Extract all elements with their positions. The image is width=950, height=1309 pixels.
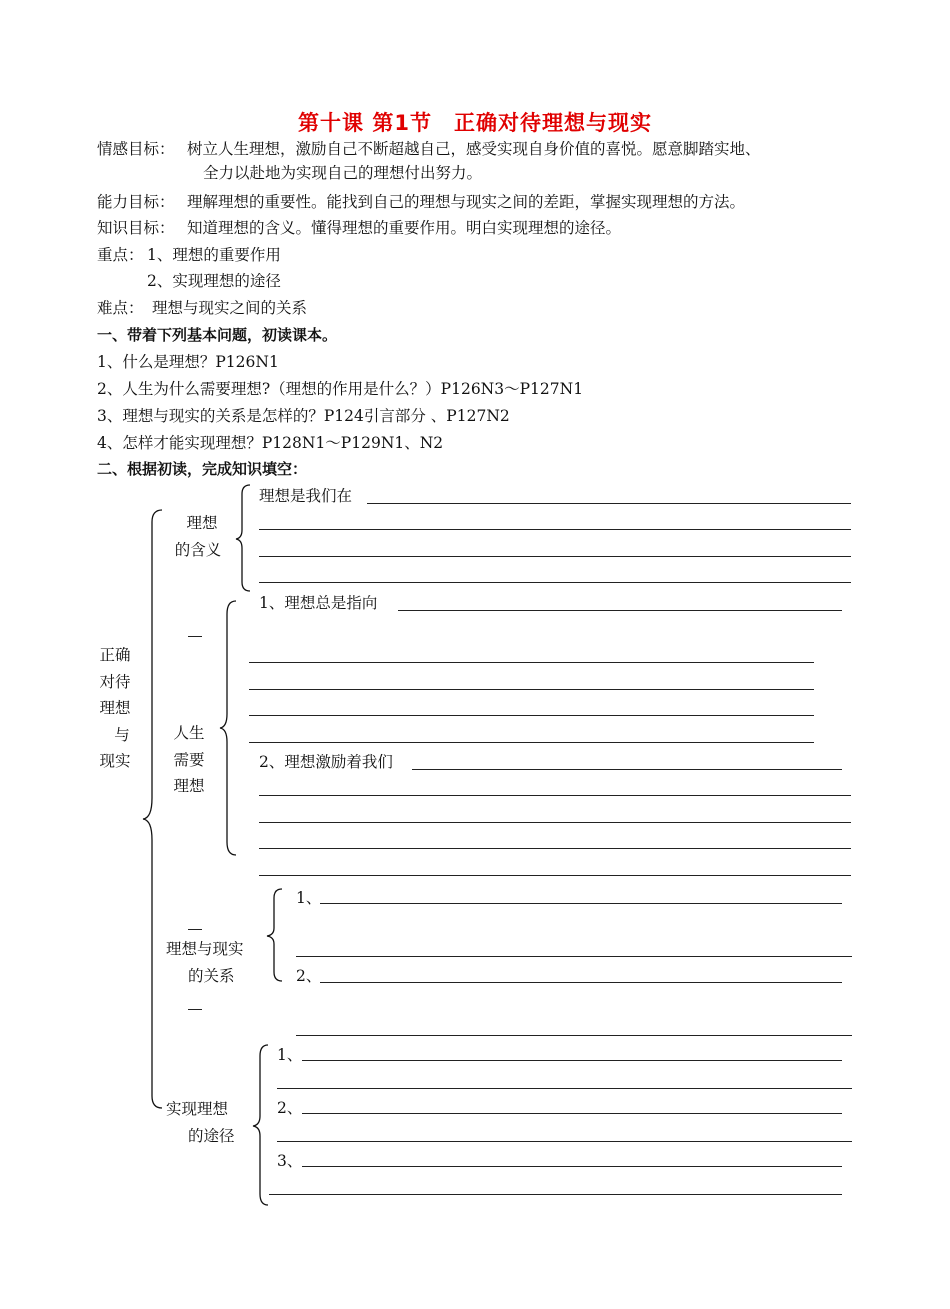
relation-item-2: 2、 [296,967,322,985]
key-point-2: 2、实现理想的途径 [147,272,281,290]
knowledge-goal-label: 知识目标： [97,219,175,237]
dash-mark [188,1009,202,1010]
need-fill-line[interactable] [249,715,814,716]
way-brace [250,1044,270,1210]
ability-goal-text: 理解理想的重要性。能找到自己的理想与现实之间的差距，掌握实现理想的方法。 [187,193,746,211]
section2-heading: 二、根据初读，完成知识填空： [97,460,308,478]
meaning-brace [234,484,254,594]
meaning-fill-line[interactable] [367,503,851,504]
need-item-1: 1、理想总是指向 [259,594,378,612]
need-fill-line[interactable] [259,848,851,849]
need-label-line: 理想 [173,777,205,795]
way-label-line: 实现理想 [166,1100,229,1118]
root-label-line: 现实 [99,752,131,770]
meaning-fill-line[interactable] [259,582,851,583]
meaning-fill-line[interactable] [259,556,851,557]
root-label-line: 对待 [99,672,131,691]
need-label-line: 需要 [173,750,205,769]
relation-label-line: 的关系 [188,966,235,985]
ability-goal-label: 能力目标： [97,193,175,211]
need-fill-line[interactable] [249,689,814,690]
need-fill-line[interactable] [412,769,842,770]
need-label [164,720,214,800]
way-item-1: 1、 [277,1046,303,1064]
question-3: 3、理想与现实的关系是怎样的？P124引言部分 、P127N2 [97,407,510,425]
relation-label-line: 理想与现实 [166,940,244,958]
page-title: 第十课 第1节 正确对待理想与现实 [298,111,652,135]
root-label-line: 理想 [99,699,131,717]
need-fill-line[interactable] [249,662,814,663]
meaning-label [168,510,228,563]
way-fill-line[interactable] [302,1166,842,1167]
way-fill-line[interactable] [269,1194,842,1195]
question-1: 1、什么是理想？P126N1 [97,353,279,371]
meaning-label-line: 的含义 [174,540,222,559]
need-fill-line[interactable] [259,875,851,876]
difficult-point-label: 难点： [97,299,144,317]
relation-label [166,936,266,989]
need-fill-line[interactable] [259,795,851,796]
way-fill-line[interactable] [277,1088,852,1089]
meaning-prompt: 理想是我们在 [259,487,353,505]
relation-fill-line[interactable] [320,982,842,983]
relation-item-1: 1、 [296,889,322,907]
question-2: 2、人生为什么需要理想?（理想的作用是什么？）P126N3～P127N1 [97,380,584,398]
need-fill-line[interactable] [249,742,814,743]
relation-fill-line[interactable] [296,956,852,957]
root-label-line: 与 [114,725,130,744]
need-fill-line[interactable] [259,822,851,823]
section1-heading: 一、带着下列基本问题，初读课本。 [97,326,338,344]
meaning-label-line: 理想 [186,514,218,532]
need-label-line: 人生 [173,724,205,742]
way-item-3: 3、 [277,1152,303,1170]
emotion-goal-label: 情感目标： [97,140,175,158]
key-point-1: 1、理想的重要作用 [147,246,281,264]
key-points-label: 重点： [97,246,144,264]
knowledge-goal-text: 知道理想的含义。懂得理想的重要作用。明白实现理想的途径。 [187,219,622,237]
way-item-2: 2、 [277,1099,303,1117]
difficult-point-text: 理想与现实之间的关系 [152,299,308,317]
meaning-fill-line[interactable] [259,529,851,530]
dash-mark [188,929,202,930]
way-fill-line[interactable] [302,1113,842,1114]
relation-fill-line[interactable] [320,903,842,904]
way-fill-line[interactable] [277,1141,852,1142]
root-label [96,642,134,775]
way-label-line: 的途径 [188,1126,235,1145]
root-label-line: 正确 [99,646,131,664]
way-fill-line[interactable] [302,1060,842,1061]
need-item-2: 2、理想激励着我们 [259,753,393,771]
emotion-goal-line1: 树立人生理想，激励自己不断超越自己，感受实现自身价值的喜悦。愿意脚踏实地、 [187,140,761,158]
emotion-goal-line2: 全力以赴地为实现自己的理想付出努力。 [203,164,483,182]
need-brace [218,600,238,860]
relation-fill-line[interactable] [296,1035,852,1036]
dash-mark [188,636,202,637]
need-fill-line[interactable] [398,610,842,611]
question-4: 4、怎样才能实现理想？P128N1～P129N1、N2 [97,434,444,452]
relation-brace [264,888,284,984]
